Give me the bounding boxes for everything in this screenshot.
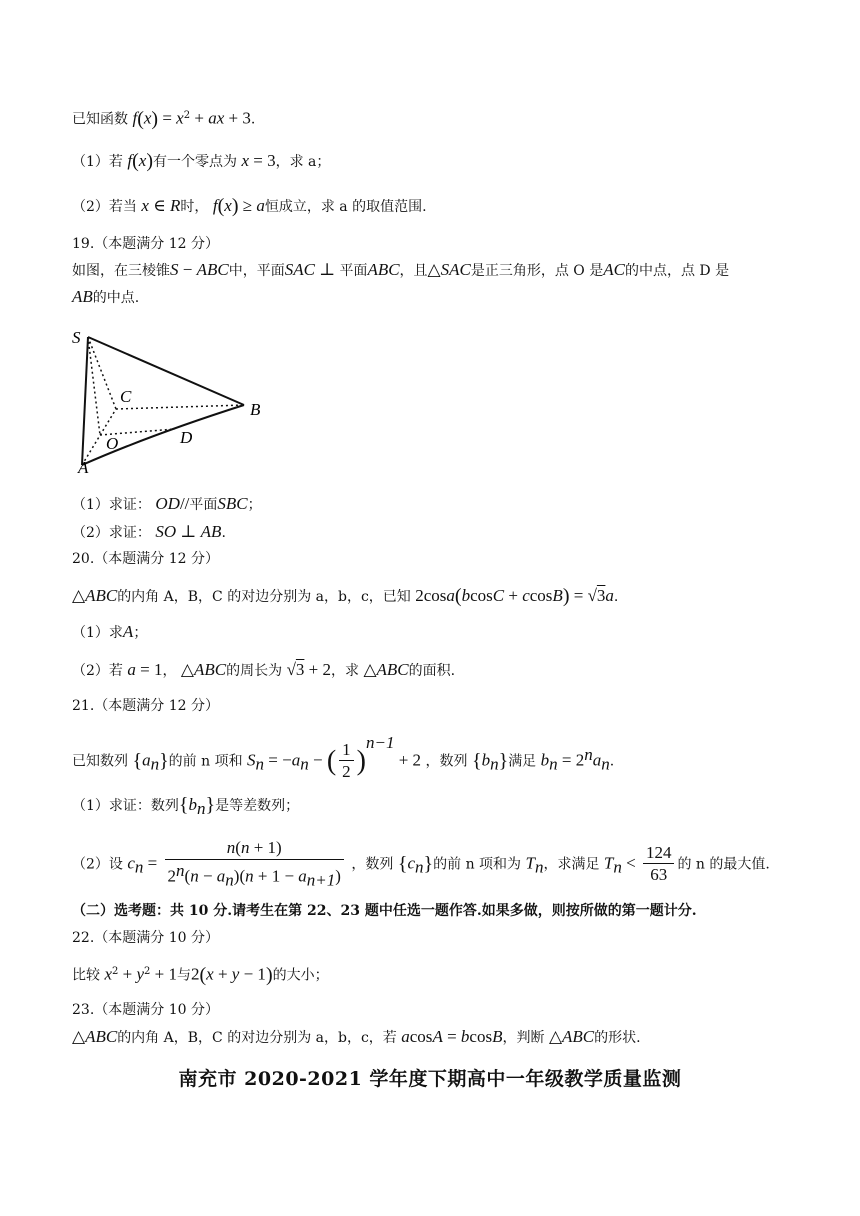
label-C: C [120, 387, 132, 406]
edge-CB [116, 405, 244, 409]
q22-stem: 比较 $x^2 + y^2 + 1$与2(x + y − 1)的大小； [72, 963, 329, 986]
q23-stem: △ABC的内角 A，B，C 的对边分别为 a，b，c，若 acosA = bcosB，判断 △ABC的形状. [72, 1027, 641, 1046]
q20-part2: （2）若 a = 1， △ABC的周长为 √3 + 2，求 △ABC的面积. [72, 660, 456, 679]
label-O: O [106, 434, 119, 453]
q19-stem-line2: AB的中点. [72, 287, 140, 306]
label-D: D [180, 428, 193, 447]
q21-header: 21.（本题满分 12 分） [72, 698, 219, 714]
label-B: B [250, 400, 261, 419]
q21-part2: （2）设 $c_n$ = $\frac{n(n + 1)}{2^n(n - a_n)(n + 1 - a_{n+1})}$ ，数列 $\{c_n\}$的前 n 项和为 $T_n$，求满足 $T_n$ < $\frac{124}{63}$ 的 n 的最大值. [72, 838, 770, 890]
q19-part1: （1）求证： OD//平面SBC； [72, 494, 262, 513]
exam-title: 南充市 2020-2021 学年度下期高中一年级教学质量监测 [178, 1068, 682, 1090]
label-A: A [78, 458, 89, 475]
q18-part2: （2）若当 x ∈ R时， f(x) ≥ a恒成立，求 a 的取值范围. [72, 195, 427, 217]
q20-header: 20.（本题满分 12 分） [72, 551, 219, 567]
q18-stem: 已知函数 $f(x) = x^2$ + ax + 3. [72, 107, 256, 130]
label-S: S [72, 328, 81, 347]
section-elective-header: （二）选考题：共 10 分.请考生在第 22、23 题中任选一题作答.如果多做，则按所做的第一题计分. [72, 903, 697, 919]
q21-stem: 已知数列 $\{a_n\}$的前 n 项和 $S_n = -a_n$ − ( $\frac{1}{2}$ )$^{n-1}$ + 2 ，数列 $\{b_n\}$满足 $b_n = 2^na_n$. [72, 733, 615, 782]
q23-header: 23.（本题满分 10 分） [72, 1002, 219, 1018]
q22-header: 22.（本题满分 10 分） [72, 930, 219, 946]
q18-part1: （1）若 f(x)有一个零点为 x = 3，求 a； [72, 150, 331, 172]
tetrahedron-figure [70, 325, 280, 475]
q19-stem-line1: 如图，在三棱锥S − ABC中，平面SAC ⊥ 平面ABC，且△SAC是正三角形，点 O 是AC的中点，点 D 是 [72, 260, 730, 279]
q19-part2: （2）求证： SO ⊥ AB. [72, 522, 226, 541]
edge-SB [88, 337, 244, 405]
q21-part1: （1）求证：数列$\{b_n\}$是等差数列； [72, 794, 300, 818]
q19-header: 19.（本题满分 12 分） [72, 236, 219, 252]
q20-part1: （1）求A； [72, 622, 148, 641]
edge-SA [82, 337, 88, 465]
q20-stem: △ABC的内角 A，B，C 的对边分别为 a，b，c，已知 2cosa(bcosC + ccosB) = √3a. [72, 585, 619, 607]
